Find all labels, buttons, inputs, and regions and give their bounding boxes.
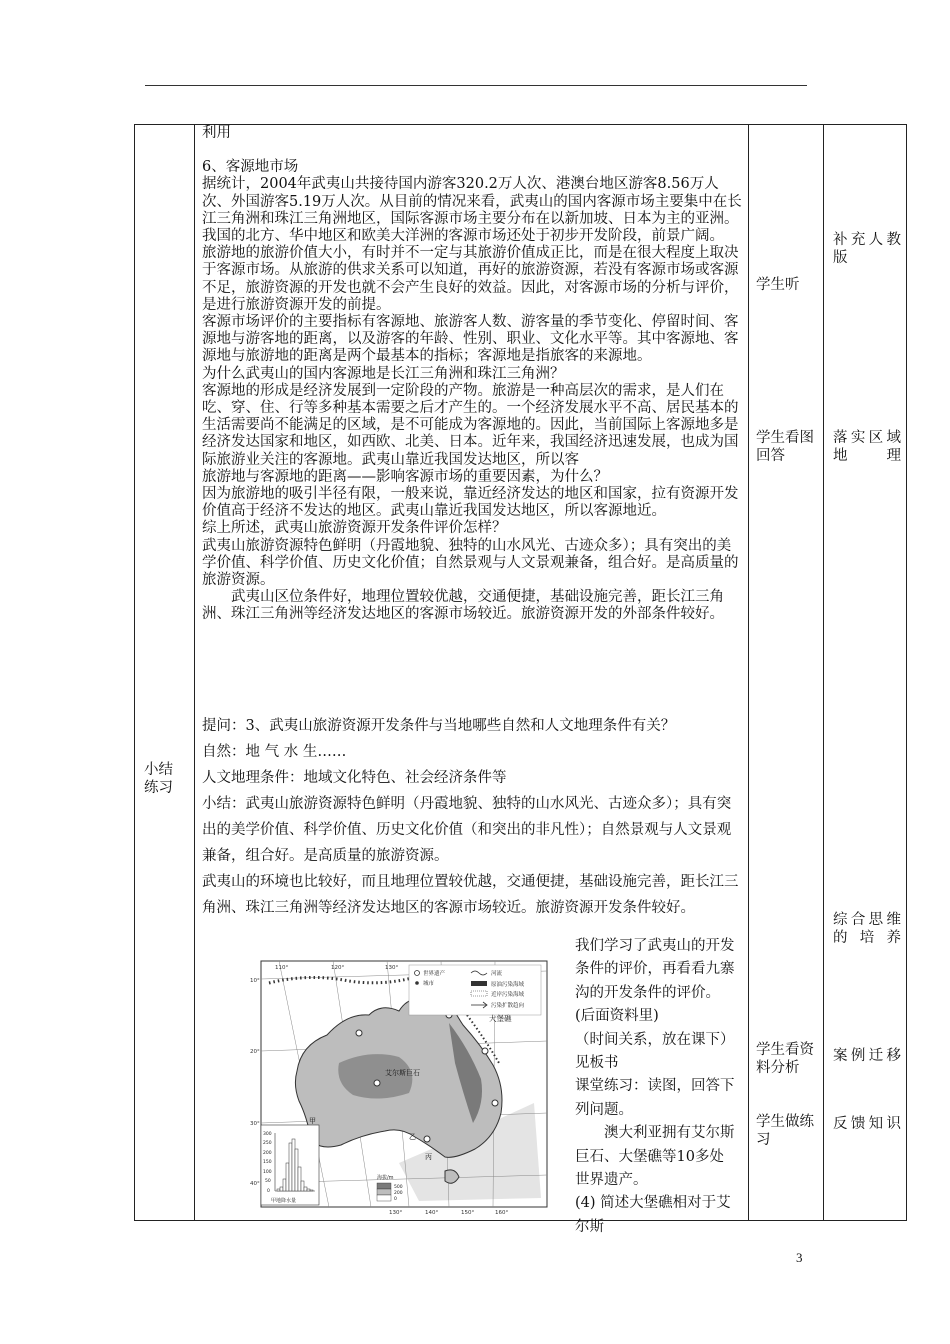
place-label: 甲: [309, 1117, 316, 1125]
chart-tick: 150: [263, 1160, 272, 1165]
exercise-text: [575, 935, 735, 1239]
chart-tick: 0: [267, 1189, 270, 1194]
exercise-paragraph: 课堂练习：读图，回答下列问题。: [575, 1078, 735, 1118]
altitude-title: 海拔/m: [377, 1175, 394, 1181]
design-intent-cell: [824, 125, 907, 1221]
student-activity: 学生做练习: [756, 1114, 814, 1148]
place-label: 艾尔斯巨石: [385, 1069, 420, 1077]
content-paragraph: 旅游地的旅游价值大小，有时并不一定与其旅游价值成正比，而是在很大程度上取决于客源市场。从旅游的供求关系可以知道，再好的旅游资源，若没有客源市场或客源不足，旅游资源的开发也就不会产生良好的效益。因此，对客源市场的分析与评价，是进行旅游资源开发的前提。: [202, 245, 739, 313]
legend-label: 原油污染海域: [491, 982, 525, 988]
lon-label: 150°: [461, 1210, 475, 1215]
content-loose: [202, 713, 744, 921]
lat-label: 40°: [250, 1181, 260, 1187]
chart-caption: 甲地降水量: [271, 1198, 297, 1204]
content-cell: [195, 125, 749, 1235]
design-intent: 补充人教版: [833, 232, 901, 266]
header-rule: [145, 85, 807, 86]
content-paragraph: 客源地的形成是经济发展到一定阶段的产物。旅游是一种高层次的需求，是人们在吃、穿、住、行等多种基本需要之后才产生的。一个经济发展水平不高、居民基本的生活需要尚不能满足的区域，是不可能成为客源地的。因此，当前国际上客源地多是经济发达国家和地区，如西欧、北美、日本。近年来，我国经济迅速发展，也成为国际旅游业关注的客源地。武夷山靠近我国发达地区，所以客: [202, 382, 739, 468]
design-intent: 案例迁移: [833, 1048, 901, 1064]
lon-label: 140°: [425, 1210, 439, 1215]
exercise-paragraph: 澳大利亚拥有艾尔斯巨石、大堡礁等10多处世界遗产。: [575, 1125, 735, 1189]
content-paragraph: 因为旅游地的吸引半径有限，一般来说，靠近经济发达的地区和国家，拉有资源开发价值高于经济不发达的地区。武夷山靠近我国发达地区，所以客源地近。: [202, 486, 739, 520]
page-number: 3: [796, 1250, 803, 1265]
content-dense: [202, 125, 744, 624]
content-question: 旅游地与客源地的距离——影响客源市场的重要因素，为什么？: [202, 468, 608, 485]
lon-label: 110°: [275, 965, 289, 971]
content-line: 自然：地 气 水 生……: [202, 744, 347, 760]
altitude-value: 0: [394, 1197, 397, 1202]
lon-label: 160°: [495, 1210, 509, 1215]
content-line: 人文地理条件：地域文化特色、社会经济条件等: [202, 770, 507, 786]
map-legend: [409, 965, 541, 1015]
content-paragraph: 客源市场评价的主要指标有客源地、旅游客人数、游客量的季节变化、停留时间、客源地与游客地的距离，以及游客的年龄、性别、职业、文化水平等。其中客源地、客源地与旅游地的距离是两个最基本的指标；客源地是指旅客的来源地。: [202, 314, 739, 365]
lon-label: 130°: [389, 1210, 403, 1215]
legend-label: 世界遗产: [423, 971, 446, 977]
content-question: 提问：3、武夷山旅游资源开发条件与当地哪些自然和人文地理条件有关？: [202, 718, 676, 734]
lesson-table: [134, 124, 907, 1235]
chart-tick: 300: [263, 1132, 272, 1137]
place-label: 大堡礁: [489, 1014, 512, 1023]
chart-tick: 200: [263, 1151, 272, 1156]
blank-line: [202, 142, 744, 159]
content-question: 综上所述，武夷山旅游资源开发条件评价怎样？: [202, 520, 507, 537]
content-paragraph: 武夷山的环境也比较好，而且地理位置较优越，交通便捷，基础设施完善，距长江三角洲、珠江三角洲等经济发达地区的客源市场较近。旅游资源开发条件较好。: [202, 874, 739, 916]
australia-map: [249, 953, 549, 1215]
lat-label: 30°: [250, 1121, 260, 1127]
exercise-paragraph: 见板书: [575, 1055, 619, 1072]
altitude-value: 200: [394, 1191, 403, 1196]
chart-tick: 100: [263, 1170, 272, 1175]
exercise-paragraph: （时间关系，放在课下）: [575, 1031, 735, 1048]
lat-label: 10°: [250, 978, 260, 984]
content-paragraph: 武夷山旅游资源特色鲜明（丹霞地貌、独特的山水风光、古迹众多）；具有突出的美学价值、科学价值、历史文化价值；自然景观与人文景观兼备，组合好。是高质量的旅游资源。: [202, 537, 739, 589]
design-intent: 综合思维的培养: [833, 912, 901, 946]
lat-label: 20°: [250, 1049, 260, 1055]
section-cell: [135, 125, 195, 1221]
student-activity-cell: [749, 125, 824, 1221]
legend-label: 河流: [491, 971, 503, 977]
lon-label: 130°: [385, 965, 399, 971]
place-label: 乙: [409, 1133, 416, 1141]
content-paragraph: 据统计，2004年武夷山共接待国内游客320.2万人次、港澳台地区游客8.56万人次、外国游客5.19万人次。从目前的情况来看，武夷山的国内客源市场主要集中在长江三角洲和珠江三角洲地区，国际客源市场主要分布在以新加坡、日本为主的亚洲。我国的北方、华中地区和欧美大洋洲的客源市场还处于初步开发阶段，前景广阔。: [202, 176, 742, 245]
legend-label: 污染扩散趋向: [491, 1003, 525, 1009]
content-paragraph: 武夷山区位条件好，地理位置较优越，交通便捷，基础设施完善，距长江三角洲、珠江三角洲等经济发达地区的客源市场较近。旅游资源开发的外部条件较好。: [202, 589, 724, 623]
content-question: 为什么武夷山的国内客源地是长江三角洲和珠江三角洲？: [202, 365, 565, 382]
design-intent: 反馈知识: [833, 1116, 901, 1132]
exercise-question: (4) 简述大堡礁相对于艾尔斯: [575, 1195, 731, 1235]
lon-label: 120°: [331, 965, 345, 971]
section-label: 小结 练习: [144, 762, 173, 796]
altitude-value: 500: [394, 1185, 403, 1190]
content-paragraph: 小结：武夷山旅游资源特色鲜明（丹霞地貌、独特的山水风光、古迹众多）；具有突出的美学价值、科学价值、历史文化价值（和突出的非凡性）；自然景观与人文景观兼备，组合好。是高质量的旅游资源。: [202, 796, 732, 864]
content-heading: 6、客源地市场: [202, 159, 299, 176]
exercise-paragraph: 我们学习了武夷山的开发条件的评价，再看看九寨沟的开发条件的评价。(后面资料里): [575, 938, 735, 1025]
student-activity: 学生听: [756, 277, 800, 293]
design-intent: 落实区域地理: [833, 430, 901, 464]
student-activity: 学生看资料分析: [756, 1042, 814, 1076]
chart-tick: 50: [265, 1179, 271, 1184]
content-line: 利用: [202, 125, 231, 141]
rainfall-inset: [261, 1125, 319, 1205]
legend-label: 近岸污染海域: [491, 992, 525, 998]
legend-label: 城市: [423, 981, 435, 987]
student-activity: 学生看图回答: [756, 430, 814, 464]
chart-tick: 250: [263, 1141, 272, 1146]
place-label: 丙: [425, 1153, 432, 1161]
